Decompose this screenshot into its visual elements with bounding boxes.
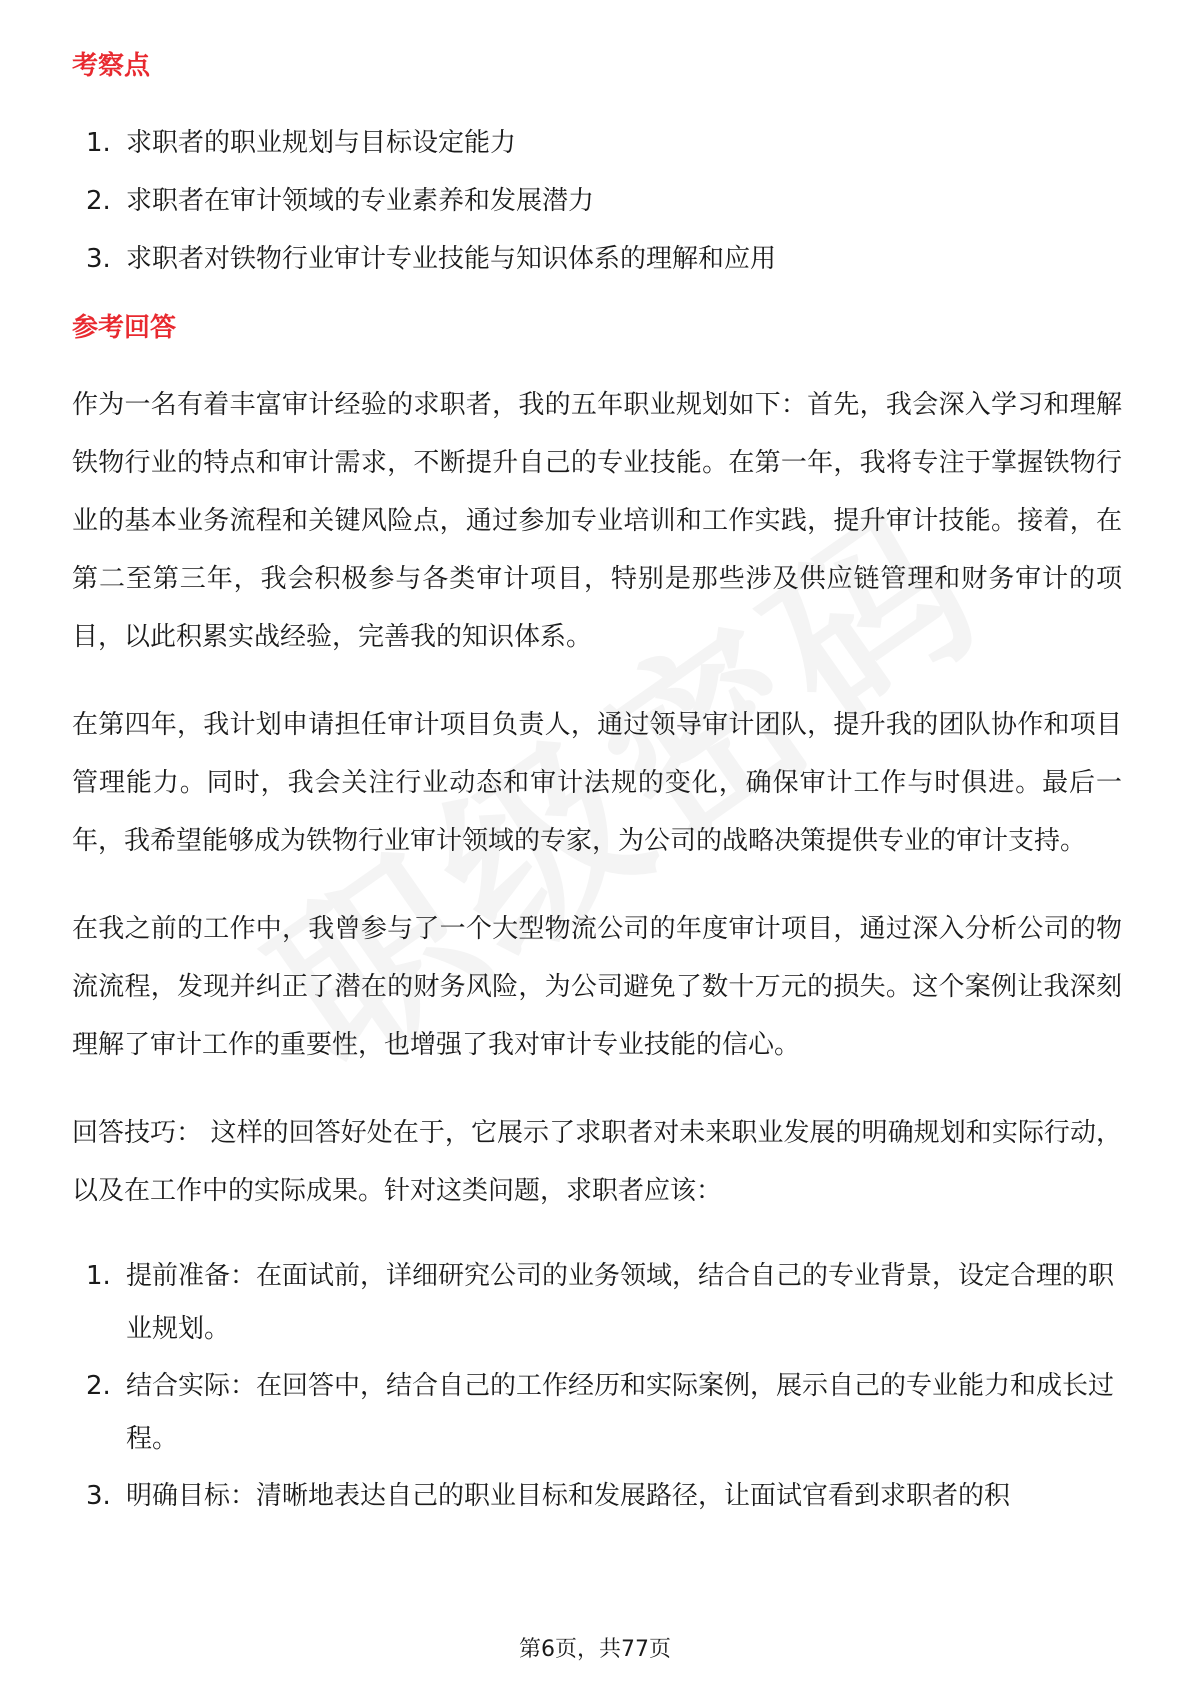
answer-paragraph: 在我之前的工作中，我曾参与了一个大型物流公司的年度审计项目，通过深入分析公司的物流流程，发现并纠正了潜在的财务风险，为公司避免了数十万元的损失。这个案例让我深刻理解了审计工作的重要性，也增强了我对审计专业技能的信心。: [72, 914, 1122, 1060]
list-item: [72, 230, 1122, 288]
list-item: [72, 1360, 1122, 1466]
list-number: 3.: [86, 1481, 111, 1511]
list-number: 1.: [86, 1261, 111, 1291]
list-item: [72, 1250, 1122, 1356]
list-number: 2.: [86, 1371, 111, 1401]
list-item: [72, 114, 1122, 172]
answer-paragraph: 作为一名有着丰富审计经验的求职者，我的五年职业规划如下：首先，我会深入学习和理解铁物行业的特点和审计需求，不断提升自己的专业技能。在第一年，我将专注于掌握铁物行业的基本业务流程和关键风险点，通过参加专业培训和工作实践，提升审计技能。接着，在第二至第三年，我会积极参与各类审计项目，特别是那些涉及供应链管理和财务审计的项目，以此积累实战经验，完善我的知识体系。: [72, 390, 1122, 652]
section-heading-examination-points: 考察点: [72, 51, 151, 81]
list-text: 求职者对铁物行业审计专业技能与知识体系的理解和应用: [126, 244, 777, 274]
list-text: 求职者在审计领域的专业素养和发展潜力: [126, 186, 595, 216]
answer-tips-intro: 回答技巧： 这样的回答好处在于，它展示了求职者对未来职业发展的明确规划和实际行动，以及在工作中的实际成果。针对这类问题，求职者应该：: [72, 1118, 1122, 1206]
list-number: 3.: [86, 244, 111, 274]
answer-paragraph: 在第四年，我计划申请担任审计项目负责人，通过领导审计团队，提升我的团队协作和项目管理能力。同时，我会关注行业动态和审计法规的变化，确保审计工作与时俱进。最后一年，我希望能够成为铁物行业审计领域的专家，为公司的战略决策提供专业的审计支持。: [72, 710, 1122, 856]
list-item: [72, 1470, 1122, 1523]
page-content: [72, 48, 1122, 1527]
list-text: 明确目标：清晰地表达自己的职业目标和发展路径，让面试官看到求职者的积: [126, 1481, 1011, 1511]
list-number: 2.: [86, 186, 111, 216]
page-number: 第6页，共77页: [519, 1637, 671, 1662]
section-heading-reference-answer: 参考回答: [72, 313, 177, 343]
list-number: 1.: [86, 128, 111, 158]
examination-points-list: [72, 114, 1122, 288]
list-text: 提前准备：在面试前，详细研究公司的业务领域，结合自己的专业背景，设定合理的职业规划。: [126, 1261, 1115, 1344]
list-item: [72, 172, 1122, 230]
list-text: 结合实际：在回答中，结合自己的工作经历和实际案例，展示自己的专业能力和成长过程。: [126, 1371, 1115, 1454]
list-text: 求职者的职业规划与目标设定能力: [126, 128, 517, 158]
answer-tips-list: [72, 1250, 1122, 1523]
